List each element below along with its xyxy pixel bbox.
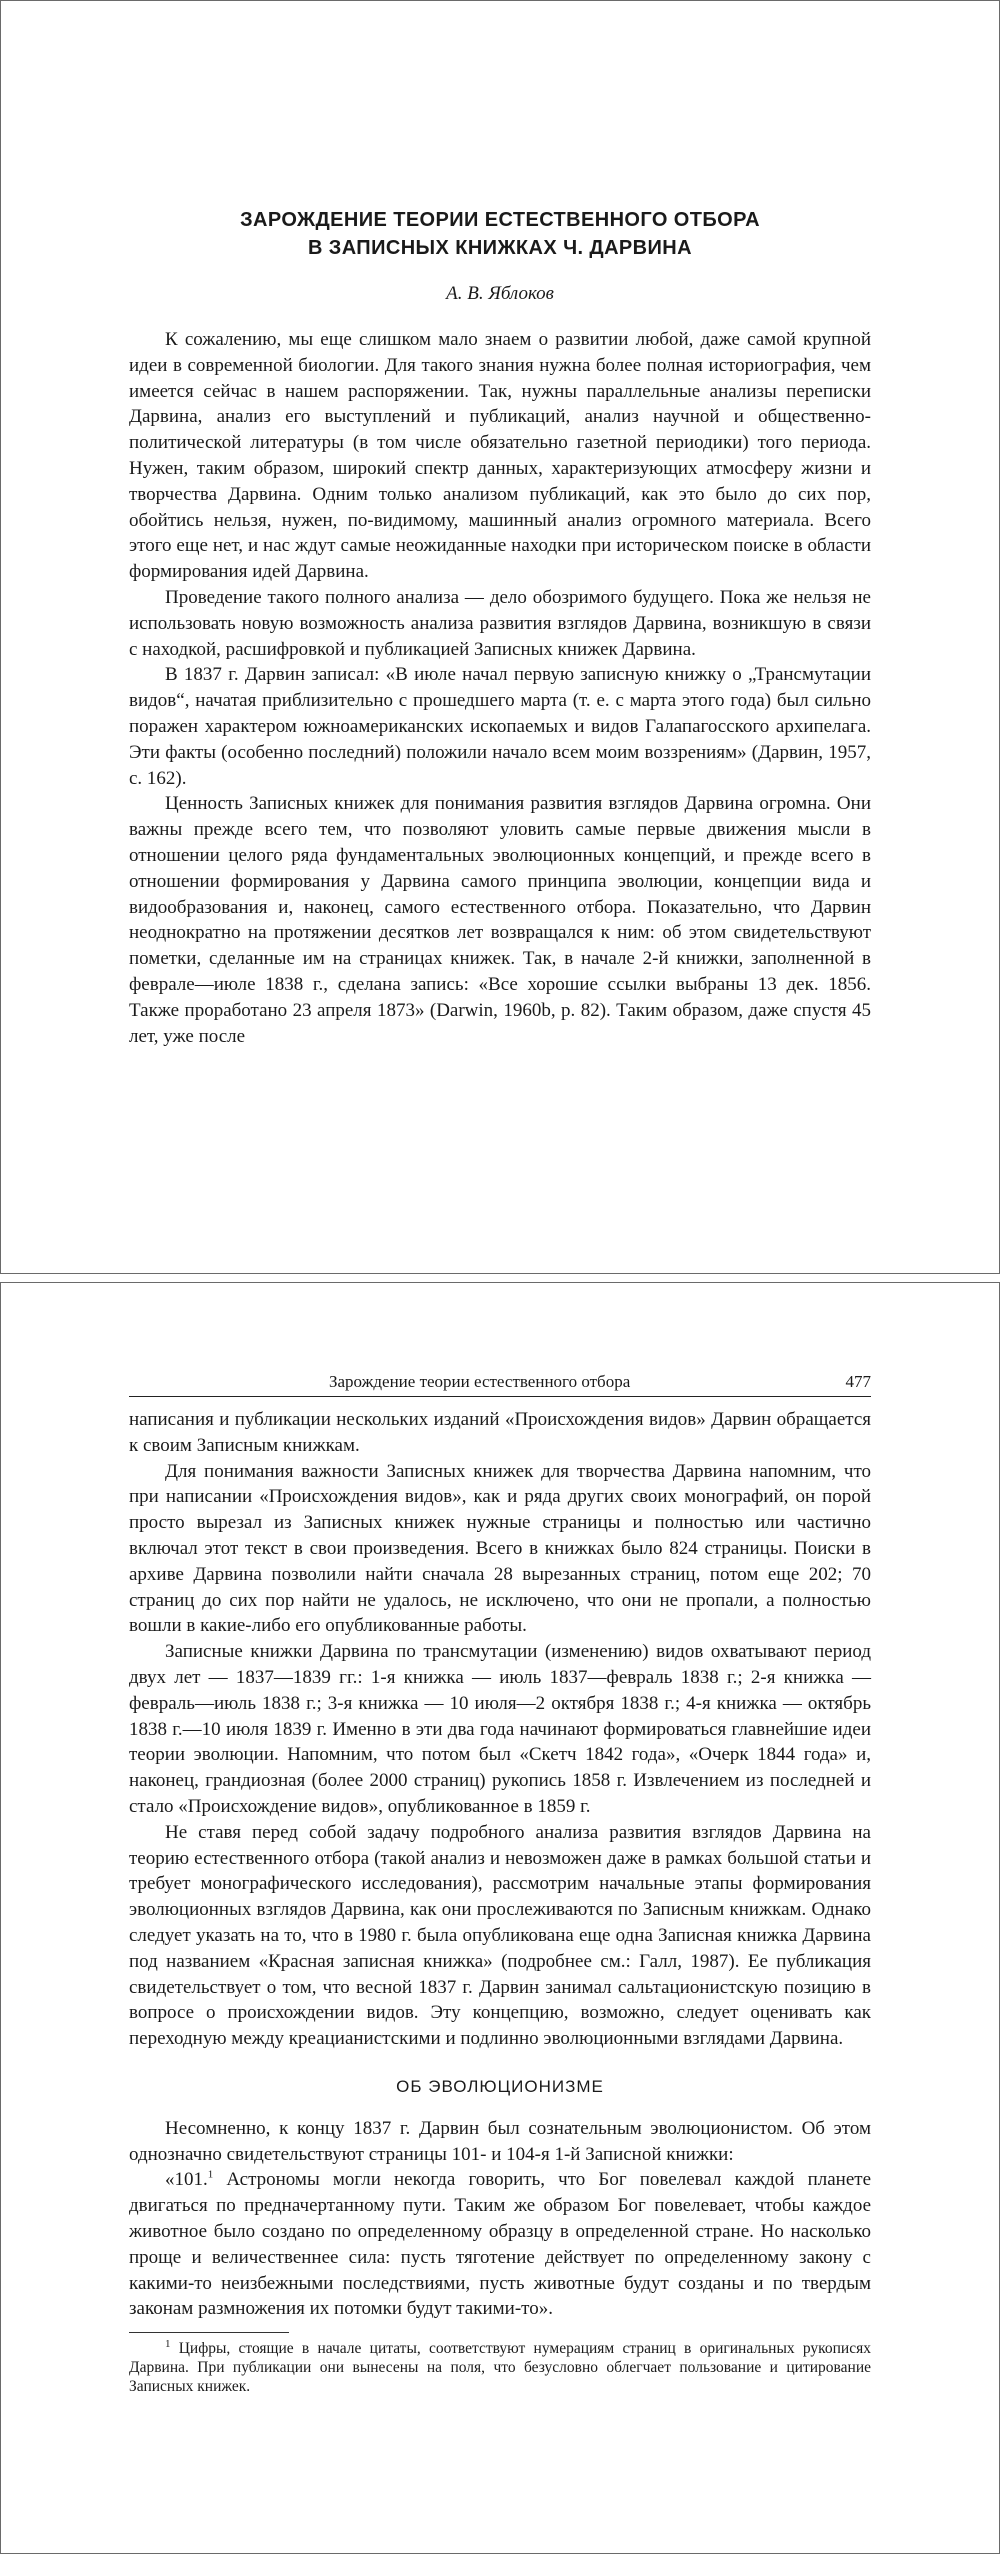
footnote-mark: 1 [165, 2337, 171, 2350]
paragraph: написания и публикации нескольких изданий «Происхождения видов» Дарвин обращается к своим Записным книжкам. [129, 1409, 871, 1456]
title-line-1: ЗАРОЖДЕНИЕ ТЕОРИИ ЕСТЕСТВЕННОГО ОТБОРА [240, 209, 760, 231]
quote-number: «101. [165, 2169, 208, 2191]
page-number: 477 [845, 1372, 871, 1391]
page2-body [129, 1407, 871, 2396]
paragraph: Несомненно, к концу 1837 г. Дарвин был сознательным эволюционистом. Об этом однозначно свидетельствуют страницы 101- и 104-я 1-й Записной книжки: [129, 2117, 871, 2165]
paragraph: Не ставя перед собой задачу подробного анализа развития взглядов Дарвина на теорию естественного отбора (такой анализ и невозможен даже в рамках большой статьи и требует монографического исследования), рассмотрим начальные этапы формирования эволюционных взглядов Дарвина, как они прослеживаются по Записным книжкам. Однако следует указать на то, что в 1980 г. была опубликована еще одна Записная книжка Дарвина под названием «Красная записная книжка» (подробнее см.: Галл, 1987). Ее публикация свидетельствует о том, что весной 1837 г. Дарвин занимал сальтационистскую позицию в вопросе о происхождении видов. Эту концепцию, возможно, следует оценивать как переходную между креацианистскими и подлинно эволюционными взглядами Дарвина. [129, 1821, 871, 2050]
paragraph: Записные книжки Дарвина по трансмутации (изменению) видов охватывают период двух лет — 1837—1839 гг.: 1-я книжка — июль 1837—февраль 1838 г.; 2-я книжка — февраль—июль 1838 г.; 3-я книжка — 10 июля—2 октября 1838 г.; 4-я книжка — октябрь 1838 г.—10 июля 1839 г. Именно в эти два года начинают формироваться главнейшие идеи теории эволюции. Напомним, что потом был «Скетч 1842 года», «Очерк 1844 года» и, наконец, грандиозная (более 2000 страниц) рукопись 1858 г. Извлечением из последней и стало «Происхождение видов», опубликованное в 1859 г. [129, 1641, 871, 1817]
paragraph: Проведение такого полного анализа — дело обозримого будущего. Пока же нельзя не использовать новую возможность анализа развития взглядов Дарвина, возникшую в связи с находкой, расшифровкой и публикацией Записных книжек Дарвина. [129, 586, 871, 660]
running-head-title: Зарождение теории естественного отбора [329, 1372, 631, 1391]
running-head [129, 1372, 871, 1397]
paragraph: Для понимания важности Записных книжек для творчества Дарвина напомним, что при написании «Происхождения видов», как и ряда других своих монографий, он порой просто вырезал из Записных книжек нужные страницы и полностью или частично включал этот текст в свои произведения. Всего в книжках было 824 страницы. Поиски в архиве Дарвина позволили найти сначала 28 вырезанных страниц, потом еще 202; 70 страниц до сих пор найти не удалось, не исключено, что они не пропали, а полностью вошли в какие-либо его опубликованные работы. [129, 1460, 871, 1637]
paragraph: В 1837 г. Дарвин записал: «В июле начал первую записную книжку о „Трансмутации видов“, начатая приблизительно с прошедшего марта (т. е. с марта этого года) был сильно поражен характером южноамериканских ископаемых и видов Галапагосского архипелага. Эти факты (особенно последний) положили начало всем моим воззрениям» (Дарвин, 1957, с. 162). [129, 664, 871, 789]
page-476 [0, 0, 1000, 1274]
page-477 [0, 1282, 1000, 2554]
page1-body [129, 327, 871, 1049]
footnote-ref: 1 [207, 2168, 214, 2181]
footnote-text: Цифры, стоящие в начале цитаты, соответствуют нумерациям страниц в оригинальных рукописях Дарвина. При публикации они вынесены на поля, что безусловно облегчает пользование и цитирование Записных книжек. [129, 2340, 871, 2396]
section-heading: ОБ ЭВОЛЮЦИОНИЗМЕ [396, 2076, 604, 2096]
footnote [129, 2339, 871, 2396]
footnote-rule [129, 2332, 289, 2333]
paragraph: Ценность Записных книжек для понимания развития взглядов Дарвина огромна. Они важны прежде всего тем, что позволяют уловить самые первые движения мысли в отношении целого ряда фундаментальных эволюционных концепций, и прежде всего в отношении формирования у Дарвина самого принципа эволюции, концепции вида и видообразования и, наконец, самого естественного отбора. Показательно, что Дарвин неоднократно на протяжении десятков лет возвращался к ним: об этом свидетельствуют пометки, сделанные им на страницах книжек. Так, в начале 2-й книжки, заполненной в феврале—июле 1838 г., сделана запись: «Все хорошие ссылки выбраны 13 дек. 1856. Также проработано 23 апреля 1873» (Darwin, 1960b, p. 82). Таким образом, даже спустя 45 лет, уже после [129, 793, 871, 1047]
paragraph: К сожалению, мы еще слишком мало знаем о развитии любой, даже самой крупной идеи в современной биологии. Для такого знания нужна более полная историография, чем имеется сейчас в нашем распоряжении. Так, нужны параллельные анализы переписки Дарвина, анализ его выступлений и публикаций, анализ научной и общественно-политической литературы (в том числе обязательно газетной периодики) того периода. Нужен, таким образом, широкий спектр данных, характеризующих атмосферу жизни и творчества Дарвина. Одним только анализом публикаций, как это было до сих пор, обойтись нельзя, нужен, по-видимому, машинный анализ огромного материала. Всего этого еще нет, и нас ждут самые неожиданные находки при историческом поиске в области формирования идей Дарвина. [129, 329, 871, 583]
quote-paragraph [129, 2167, 871, 2322]
title-line-2: В ЗАПИСНЫХ КНИЖКАХ Ч. ДАРВИНА [308, 237, 692, 259]
article-author: А. В. Яблоков [446, 283, 554, 304]
article-title [129, 206, 871, 262]
quote-text: Астрономы могли некогда говорить, что Бог повелевал каждой планете двигаться по предначертанному пути. Таким же образом Бог повелевает, чтобы каждое животное было создано по определенному образцу в определенной стране. Но насколько проще и величественнее сила: пусть тяготение действует по определенному закону с какими-то неизбежными последствиями, пусть животные будут созданы и по твердым законам размножения их потомки будут такими-то». [129, 2169, 871, 2320]
